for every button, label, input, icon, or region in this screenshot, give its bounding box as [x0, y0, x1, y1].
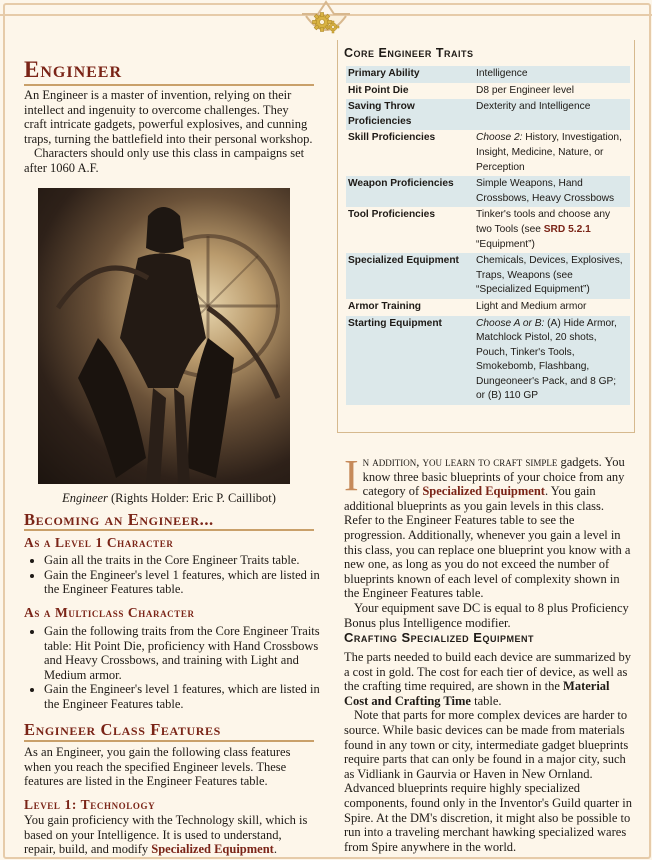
material-cost-table-ref: Material Cost and Crafting Time — [344, 679, 610, 708]
traits-table — [346, 66, 630, 405]
crafting-note: Note that parts for more complex devices are harder to source. While basic devices can be made from materials found in any town or city, intermediate gadget blueprints require parts that can only be found in a major city, such as Vidliank in Gaurvia or Haven in New Ornland. Advanced blueprints require highly specialized components, found only in the Inventor's Guild quarter in Spire. At the DM's discretion, it might also be possible to run into a traveling merchant hawking specialized wares from Spire anywhere in the world. — [344, 708, 632, 854]
blueprints-section — [344, 451, 632, 630]
crafting-heading: Crafting Specialized Equipment — [344, 630, 534, 645]
row-key: Skill Proficiencies — [348, 132, 436, 144]
specialized-equipment-link[interactable]: Specialized Equipment — [422, 484, 545, 499]
level1-character-heading: As a Level 1 Character — [24, 535, 174, 550]
srd-link[interactable]: SRD 5.2.1 — [543, 223, 591, 235]
technology-text-b: . — [273, 842, 277, 857]
becoming-heading: Becoming an Engineer... — [24, 510, 214, 529]
table-row — [346, 130, 630, 176]
row-value-text: Tinker's tools and choose any two Tools (see — [476, 209, 611, 235]
row-value: Chemicals, Devices, Explosives, Traps, Weapons (see “Specialized Equipment”) — [476, 255, 623, 296]
table-row — [346, 316, 630, 406]
engineer-illustration — [38, 188, 290, 484]
technology-heading: Level 1: Technology — [24, 797, 156, 812]
features-text: As an Engineer, you gain the following class features when you reach the specified Engineer levels. These features are listed in the Engineer Features table. — [24, 745, 291, 789]
blueprints-paragraph — [344, 451, 632, 601]
blueprints-text-b: . You gain additional blueprints as you gain levels in this class. Refer to the Engineer Features table to see the progression. Additionally, whenever you gain a level in this class, you can replace one blueprint you know with a new one, as long as you do not exceed the number of blueprints known of each level of complexity shown in the Engineer Features table. — [344, 484, 631, 601]
list-item: • Gain all the traits in the Core Engineer Traits table. — [44, 553, 332, 568]
technology-text-a: You gain proficiency with the Technology skill, which is based on your Intelligence. It is used to understand, repair, build, and modify — [24, 813, 308, 857]
row-key: Starting Equipment — [348, 317, 442, 329]
row-value — [476, 317, 628, 405]
intro-paragraph: An Engineer is a master of invention, relying on their intellect and ingenuity to overcome challenges. They craft intricate gadgets, powerful explosives, and cunning traps, turning the battlefield into their personal workshop. — [24, 88, 313, 146]
multiclass-list — [26, 624, 332, 712]
row-key: Saving Throw Proficiencies — [348, 101, 415, 127]
table-row — [346, 176, 630, 207]
page-title: Engineer — [24, 57, 123, 82]
row-key: Specialized Equipment — [348, 255, 459, 267]
row-value-text: History, Investigation, Insight, Medicine, Nature, or Perception — [476, 132, 622, 173]
table-row — [346, 83, 630, 100]
intro — [24, 88, 314, 176]
traits-table-title: Core Engineer Traits — [344, 46, 474, 60]
list-item: • Gain the Engineer's level 1 features, which are listed in the Engineer Features table. — [44, 682, 332, 711]
technology-text — [24, 813, 314, 857]
save-dc-text: Your equipment save DC is equal to 8 plus Proficiency Bonus plus Intelligence modifier. — [344, 600, 629, 630]
row-key: Weapon Proficiencies — [348, 178, 454, 190]
crafting-text-b: table. — [470, 693, 502, 708]
row-value — [476, 131, 628, 175]
row-value: Dexterity and Intelligence — [476, 101, 591, 113]
crafting-paragraph — [344, 650, 632, 708]
row-key: Hit Point Die — [348, 84, 409, 96]
crafting-text-a: The parts needed to build each device are summarized by a cost in gold. The cost for each tier of device, as well as the crafting time required, are shown in the — [344, 650, 632, 694]
row-key: Armor Training — [348, 300, 422, 312]
table-row — [346, 299, 630, 316]
title-rule — [24, 84, 314, 86]
caption-credit: (Rights Holder: Eric P. Caillibot) — [107, 491, 276, 505]
blueprints-text-a: gadgets. You know three basic blueprints of your choice from any category of — [362, 455, 625, 499]
table-row — [346, 66, 630, 83]
multiclass-heading: As a Multiclass Character — [24, 605, 195, 620]
row-value: Intelligence — [476, 68, 528, 79]
features-rule — [24, 740, 314, 742]
gear-icon — [300, 0, 352, 40]
row-value-choice: Choose 2: — [476, 132, 523, 144]
caption-name: Engineer — [62, 491, 108, 505]
row-value: Light and Medium armor — [476, 300, 587, 312]
row-key: Tool Proficiencies — [348, 209, 435, 221]
row-value-choice: Choose A or B: — [476, 317, 545, 329]
row-value — [476, 208, 628, 252]
list-item: • Gain the following traits from the Core Engineer Traits table: Hit Point Die, proficiency with Hand Crossbows and Heavy Crossbows, and training with Light and Medium armor. — [44, 624, 332, 682]
intro-note: Characters should only use this class in campaigns set after 1060 A.F. — [24, 146, 305, 175]
image-caption — [24, 491, 314, 506]
features-heading: Engineer Class Features — [24, 720, 221, 739]
level1-list — [26, 553, 332, 597]
list-item: • Gain the Engineer's level 1 features, which are listed in the Engineer Features table. — [44, 568, 332, 597]
table-row — [346, 99, 630, 130]
drop-cap: I — [344, 451, 359, 500]
specialized-equipment-link[interactable]: Specialized Equipment — [151, 842, 274, 857]
row-value-end: “Equipment”) — [476, 238, 535, 250]
row-value: Simple Weapons, Hand Crossbows, Heavy Crossbows — [476, 178, 615, 204]
table-row — [346, 253, 630, 299]
crafting-section — [344, 650, 632, 854]
becoming-rule — [24, 529, 314, 531]
row-value-text: (A) Hide Armor, Matchlock Pistol, 20 shots, Pouch, Tinker's Tools, Smokebomb, Flashbang, Dungeoneer's Pack, and 8 GP; or (B) 110 GP — [476, 317, 617, 402]
row-value: D8 per Engineer level — [476, 84, 574, 96]
row-key: Primary Ability — [348, 68, 420, 79]
blueprints-lead: n addition, you learn to craft simple — [362, 455, 558, 469]
table-row — [346, 207, 630, 253]
